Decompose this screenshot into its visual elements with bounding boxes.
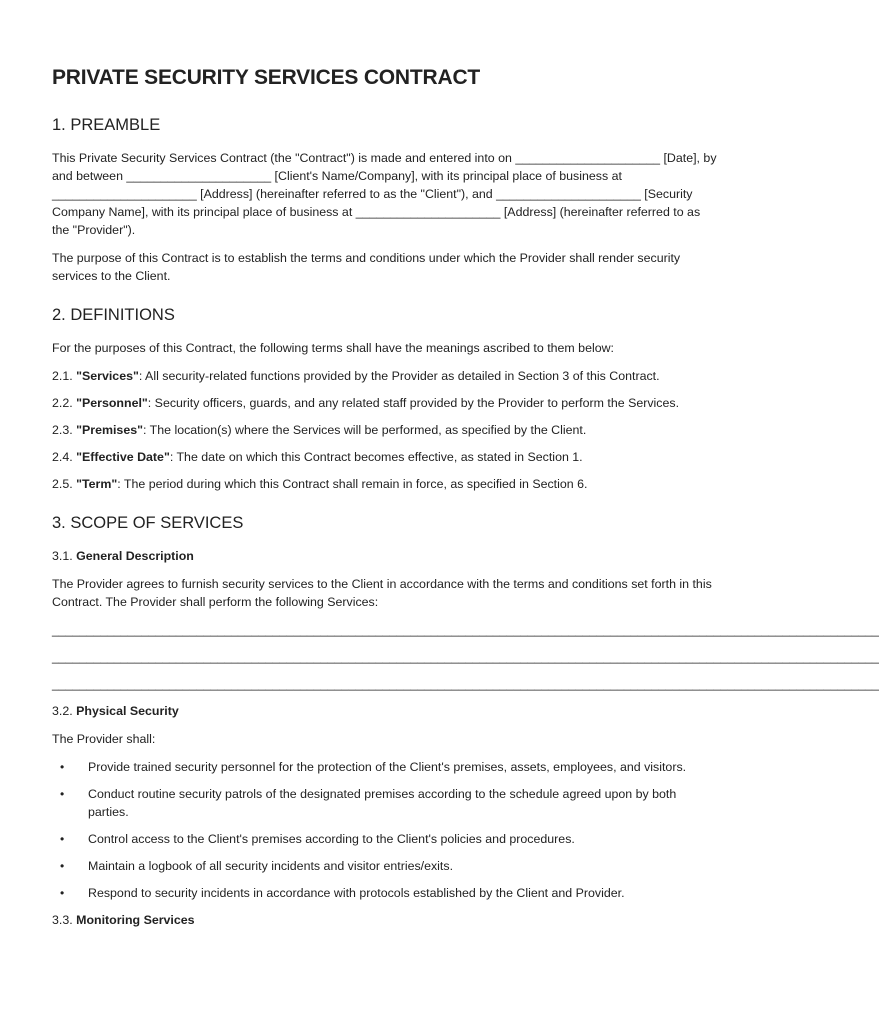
preamble-paragraph-2: The purpose of this Contract is to establish the terms and conditions under which the Provider shall render security services to the Client. [52,251,681,283]
fill-in-line[interactable]: ________________________________________________________________________________________________________________________ [52,650,879,664]
definitions-intro: For the purposes of this Contract, the following terms shall have the meanings ascribed to them below: [52,341,614,355]
definition-item [52,367,718,385]
subsection-monitoring-services [52,911,718,929]
scope-heading: 3. SCOPE OF SERVICES [52,514,244,532]
subsection-physical-security [52,702,718,720]
subsection-number: 3.2. [52,704,77,718]
preamble-heading: 1. PREAMBLE [52,116,161,134]
definition-number: 2.5. [52,477,77,491]
section-preamble [52,116,718,285]
subsection-number: 3.3. [52,913,77,927]
definition-number: 2.2. [52,396,77,410]
general-description-text: The Provider agrees to furnish security services to the Client in accordance with the terms and conditions set forth in this Contract. The Provider shall perform the following Services: [52,577,712,609]
section-definitions [52,306,718,493]
fill-in-line[interactable]: ________________________________________________________________________________________________________________________ [52,623,879,637]
definitions-heading: 2. DEFINITIONS [52,306,175,324]
definition-term: "Services" [76,369,139,383]
definition-term: "Term" [76,477,118,491]
physical-security-list [52,758,718,902]
subsection-general-description [52,547,718,565]
definition-item [52,475,718,493]
list-item [52,884,718,902]
definition-text: : All security-related functions provided by the Provider as detailed in Section 3 of this Contract. [138,369,660,383]
definition-text: : The period during which this Contract shall remain in force, as specified in Section 6. [117,477,588,491]
definition-item [52,394,718,412]
definition-item [52,448,718,466]
list-item-text: Control access to the Client's premises according to the Client's policies and procedures. [88,832,575,846]
bullet-icon: • [60,760,65,774]
list-item-text: Maintain a logbook of all security incidents and visitor entries/exits. [88,859,454,873]
definition-term: "Effective Date" [76,450,170,464]
bullet-icon: • [60,787,65,801]
bullet-icon: • [60,859,65,873]
definition-text: : The location(s) where the Services will be performed, as specified by the Client. [143,423,587,437]
preamble-paragraph-1: This Private Security Services Contract (the "Contract") is made and entered into on _____________________ [Date], by and between _____________________ [Client's Name/Company], with its principal place of business at _____________________ [Address] (hereinafter referred to as the "Client"), and _____________________ [Security Company Name], with its principal place of business at _____________________ [Address] (hereinafter referred to as the "Provider"). [52,151,717,237]
section-scope-of-services [52,514,879,929]
definition-number: 2.4. [52,450,77,464]
definition-term: "Premises" [76,423,143,437]
bullet-icon: • [60,886,65,900]
list-item [52,758,718,776]
list-item [52,785,718,821]
subsection-title: Monitoring Services [76,913,195,927]
definition-item [52,421,718,439]
subsection-title: Physical Security [76,704,179,718]
list-item-text: Provide trained security personnel for the protection of the Client's premises, assets, employees, and visitors. [88,760,687,774]
fill-in-line[interactable]: ________________________________________________________________________________________________________________________ [52,677,879,691]
list-item-text: Conduct routine security patrols of the designated premises according to the schedule agreed upon by both parties. [88,787,677,819]
subsection-title: General Description [76,549,194,563]
definition-text: : The date on which this Contract becomes effective, as stated in Section 1. [169,450,583,464]
definition-number: 2.3. [52,423,77,437]
physical-security-intro: The Provider shall: [52,732,156,746]
definition-term: "Personnel" [76,396,148,410]
list-item [52,830,718,848]
definition-text: : Security officers, guards, and any related staff provided by the Provider to perform the Services. [147,396,680,410]
subsection-number: 3.1. [52,549,77,563]
bullet-icon: • [60,832,65,846]
list-item [52,857,718,875]
document-title: PRIVATE SECURITY SERVICES CONTRACT [52,66,481,89]
definition-number: 2.1. [52,369,77,383]
list-item-text: Respond to security incidents in accordance with protocols established by the Client and Provider. [88,886,625,900]
